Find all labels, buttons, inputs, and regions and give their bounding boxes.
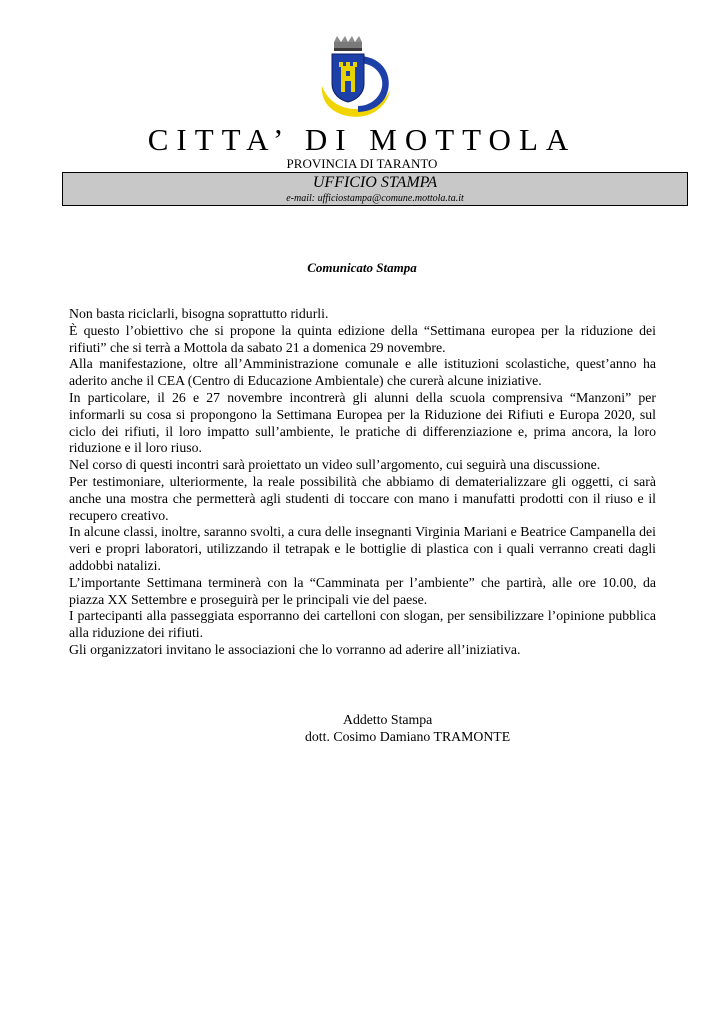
press-office-box [62, 172, 688, 206]
press-office-title: UFFICIO STAMPA [312, 174, 438, 191]
body-paragraph: Nel corso di questi incontri sarà proiettato un video sull’argomento, cui seguirà una discussione. [69, 457, 601, 473]
body-paragraph: I partecipanti alla passeggiata esporranno dei cartelloni con slogan, per sensibilizzare l’opinione pubblica alla riduzione dei rifiuti. [69, 608, 656, 641]
city-title: CITTA’ DI MOTTOLA [147, 122, 577, 157]
body-paragraph: In particolare, il 26 e 27 novembre incontrerà gli alunni della scuola comprensiva “Manzoni” per informarli su cosa si propongono la Settimana Europea per la Riduzione dei Rifiuti e Europa 2020, sul ciclo dei rifiuti, il loro impatto sull’ambiente, le pratiche di differenziazione e, prima ancora, la loro riduzione e il loro riuso. [69, 389, 656, 456]
body-paragraph: Non basta riciclarli, bisogna soprattutto ridurli. [69, 306, 329, 321]
body-paragraph: Gli organizzatori invitano le associazioni che lo vorranno ad aderire all’iniziativa. [69, 641, 521, 657]
signature-role: Addetto Stampa [343, 712, 433, 727]
press-office-email[interactable]: e-mail: ufficiostampa@comune.mottola.ta.it [286, 193, 464, 204]
signature-name: dott. Cosimo Damiano TRAMONTE [305, 729, 511, 744]
document-kind-heading: Comunicato Stampa [307, 260, 417, 275]
body-paragraph: Per testimoniare, ulteriormente, la reale possibilità che abbiamo di dematerializzare gli oggetti, ci sarà anche una mostra che permetterà agli studenti di toccare con mano i manufatti prodotti con il riuso e il recupero creativo. [69, 473, 656, 523]
coat-of-arms-icon [312, 34, 394, 122]
body-paragraph: In alcune classi, inoltre, saranno svolti, a cura delle insegnanti Virginia Mariani e Beatrice Campanella dei veri e propri laboratori, utilizzando il tetrapak e le bottiglie di plastica con i quali verranno creati dagli addobbi natalizi. [69, 524, 656, 573]
province-subtitle: PROVINCIA DI TARANTO [286, 156, 438, 171]
body-paragraph: È questo l’obiettivo che si propone la quinta edizione della “Settimana europea per la riduzione dei rifiuti” che si terrà a Mottola da sabato 21 a domenica 29 novembre. [69, 322, 656, 355]
body-paragraph: L’importante Settimana terminerà con la “Camminata per l’ambiente” che partirà, alle ore 10.00, da piazza XX Settembre e proseguirà per le principali vie del paese. [69, 574, 656, 607]
press-release-body [69, 306, 656, 659]
body-paragraph: Alla manifestazione, oltre all’Amministrazione comunale e alle istituzioni scolastiche, quest’anno ha aderito anche il CEA (Centro di Educazione Ambientale) che curerà alcune iniziative. [69, 356, 656, 389]
